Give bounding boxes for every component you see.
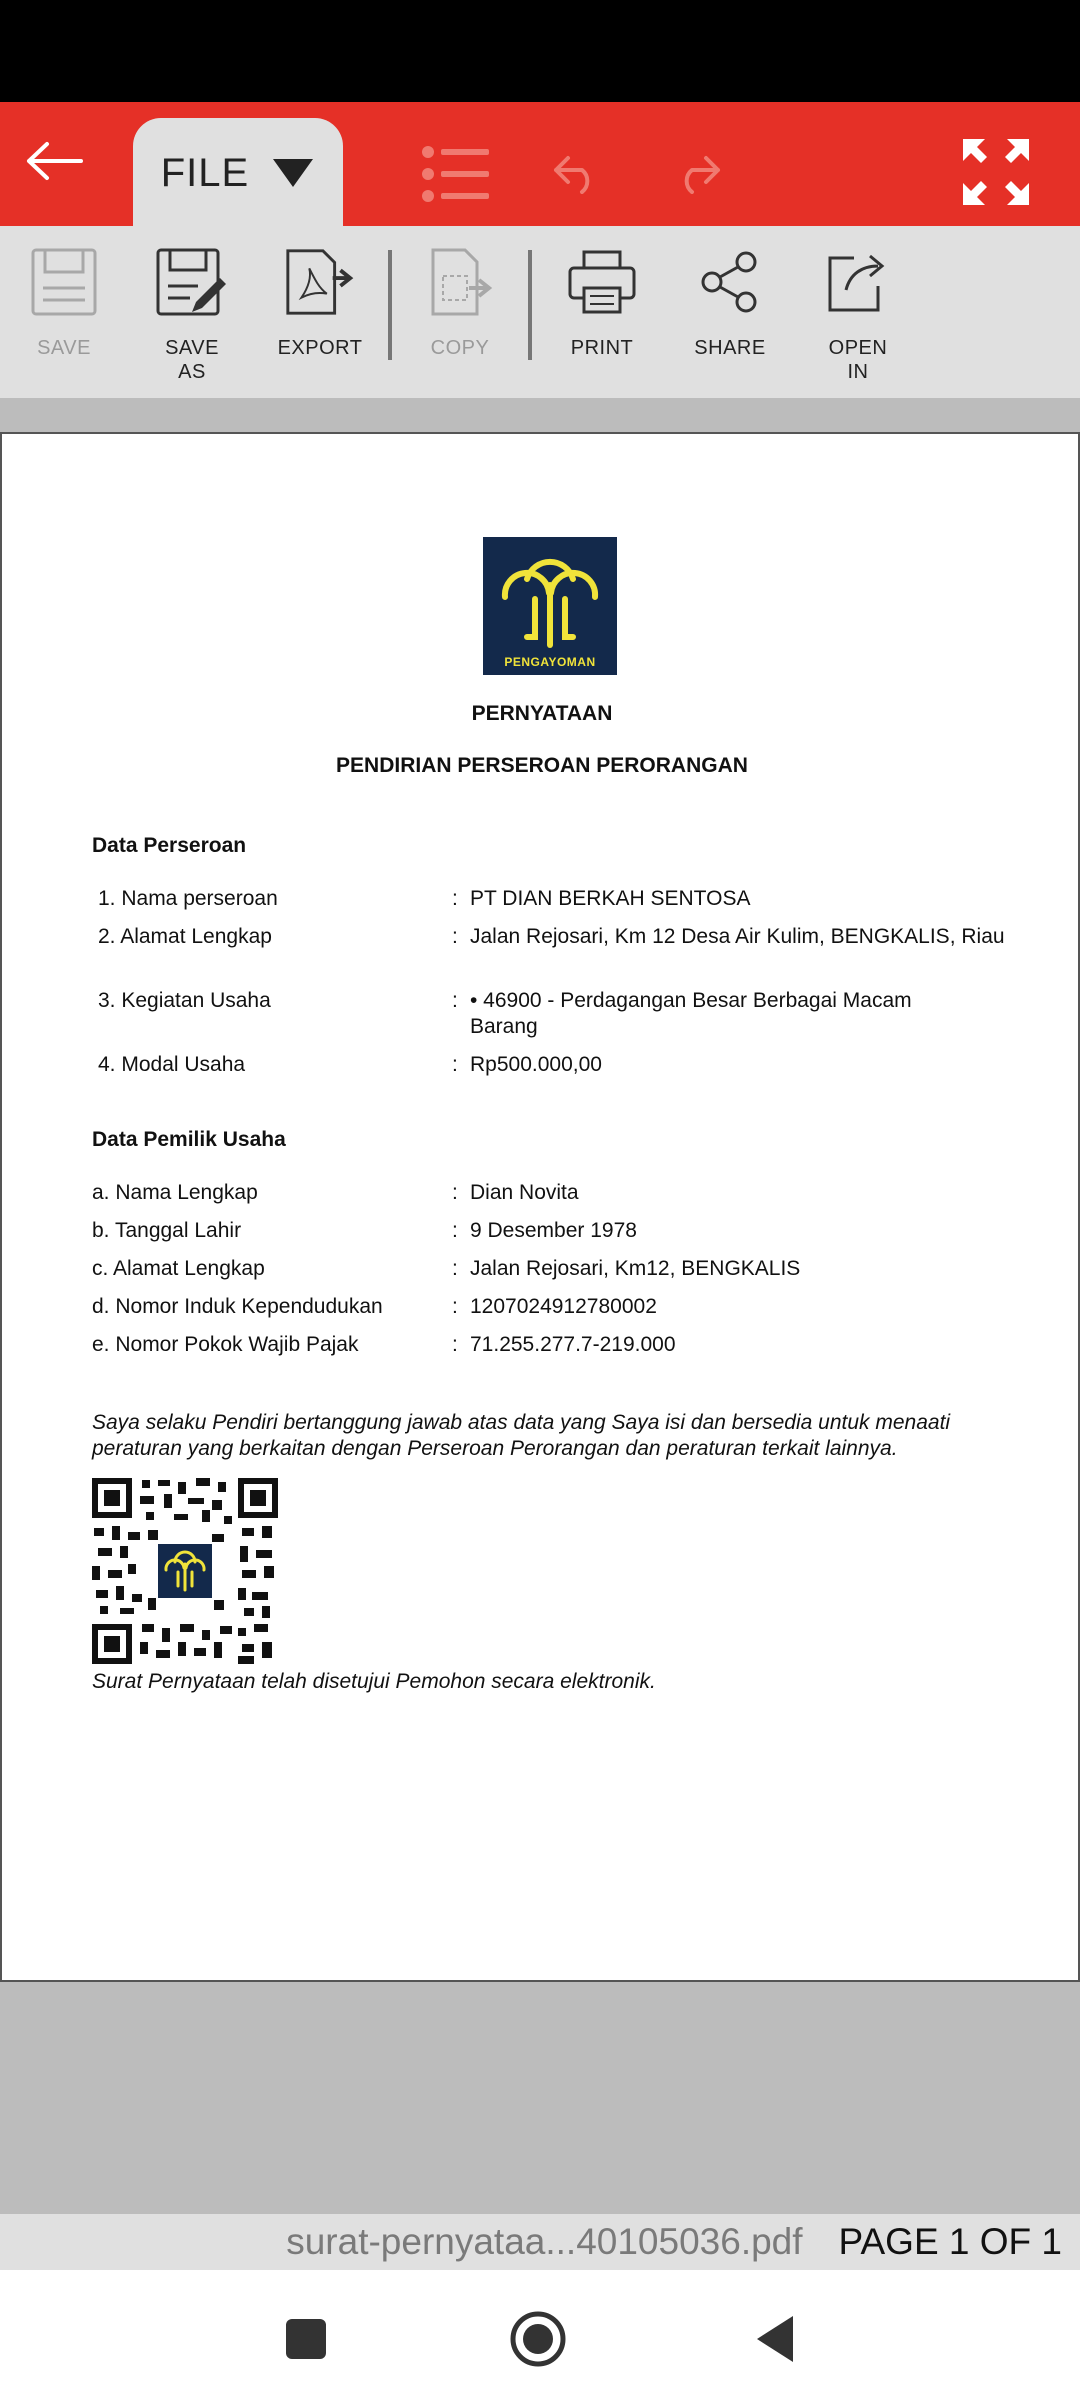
system-nav-bar [0,2270,1080,2400]
row-colon: : [452,1295,458,1318]
back-arrow-icon [25,141,85,181]
undo-icon [552,154,600,194]
document-title: PERNYATAAN [471,702,613,725]
row-value: Jalan Rejosari, Km12, BENGKALIS [470,1257,801,1280]
list-icon [421,146,491,202]
open-in-icon [824,250,892,314]
recents-button[interactable] [271,2304,341,2374]
status-bar [0,0,1080,102]
back-button[interactable] [20,126,90,196]
row-value: 1207024912780002 [470,1295,657,1318]
row-label: c. Alamat Lengkap [92,1257,265,1280]
back-nav-button[interactable] [740,2304,810,2374]
row-colon: : [452,1219,458,1242]
file-tab-label: FILE [160,150,250,195]
save-as-label: SAVE AS [165,337,219,383]
row-label: 4. Modal Usaha [98,1053,246,1076]
list-button[interactable] [420,142,492,206]
export-label: EXPORT [277,337,363,359]
share-button[interactable] [678,244,782,360]
fullscreen-button[interactable] [958,134,1034,210]
row-label: a. Nama Lengkap [92,1181,258,1204]
row-value: 71.255.277.7-219.000 [470,1333,676,1356]
approval-note: Surat Pernyataan telah disetujui Pemohon secara elektronik. [92,1670,656,1693]
redo-button[interactable] [662,142,734,206]
row-colon: : [452,989,458,1012]
chevron-down-icon [271,157,315,189]
fullscreen-icon [961,137,1031,207]
row-value: Dian Novita [470,1181,579,1204]
save-as-icon [154,246,230,318]
viewer-background [0,1982,1080,2214]
row-colon: : [452,1181,458,1204]
row-colon: : [452,1053,458,1076]
row-label: 3. Kegiatan Usaha [98,989,271,1012]
row-colon: : [452,925,458,948]
row-label: 1. Nama perseroan [98,887,278,910]
section-heading-perseroan: Data Perseroan [92,834,247,857]
open-in-label: OPEN IN [828,337,888,383]
save-label: SAVE [37,337,91,359]
copy-icon [425,246,495,318]
file-toolbar [0,226,1080,398]
toolbar-divider [388,250,392,360]
app-bar [0,102,1080,226]
square-icon [284,2317,328,2361]
row-value: 9 Desember 1978 [470,1219,637,1242]
save-as-button[interactable] [140,244,244,384]
file-name: surat-pernyataa...40105036.pdf [286,2221,803,2262]
row-colon: : [452,1257,458,1280]
row-label: e. Nomor Pokok Wajib Pajak [92,1333,359,1356]
pengayoman-emblem [483,537,617,675]
section-heading-pemilik: Data Pemilik Usaha [92,1128,286,1151]
page-indicator: PAGE 1 OF 1 [838,2221,1062,2262]
undo-button[interactable] [540,142,612,206]
row-value: Rp500.000,00 [470,1053,602,1076]
redo-icon [674,154,722,194]
emblem-label: PENGAYOMAN [504,655,596,669]
declaration-statement: Saya selaku Pendiri bertanggung jawab atas data yang Saya isi dan bersedia untuk menaati peraturan yang berkaitan dengan Perseroan Perorangan dan peraturan terkait lainnya. [92,1411,951,1460]
banyan-tree-icon [483,537,617,657]
row-value: Jalan Rejosari, Km 12 Desa Air Kulim, BENGKALIS, Riau [470,925,1005,948]
row-label: 2. Alamat Lengkap [98,925,272,948]
open-in-button[interactable] [806,244,910,384]
viewer-top-gap [0,398,1080,434]
toolbar-divider [528,250,532,360]
save-button[interactable] [12,244,116,360]
row-label: b. Tanggal Lahir [92,1219,242,1242]
share-icon [698,250,762,314]
copy-label: COPY [430,337,490,359]
print-label: PRINT [570,337,634,359]
row-colon: : [452,1333,458,1356]
home-circle-icon [508,2309,568,2369]
print-icon [566,248,638,316]
triangle-back-icon [753,2314,797,2364]
home-button[interactable] [503,2304,573,2374]
row-label: d. Nomor Induk Kependudukan [92,1295,383,1318]
export-button[interactable] [268,244,372,360]
copy-button[interactable] [408,244,512,360]
document-footer [0,2214,1080,2270]
row-value: • 46900 - Perdagangan Besar Berbagai Macam Barang [470,989,912,1038]
qr-code-icon [92,1478,278,1664]
save-icon [29,246,99,318]
document-subtitle: PENDIRIAN PERSEROAN PERORANGAN [336,754,748,777]
pdf-page[interactable] [0,432,1080,1982]
file-tab[interactable] [133,118,343,228]
row-colon: : [452,887,458,910]
export-icon [282,246,358,318]
row-value: PT DIAN BERKAH SENTOSA [470,887,751,910]
share-label: SHARE [694,337,766,359]
print-button[interactable] [550,244,654,360]
